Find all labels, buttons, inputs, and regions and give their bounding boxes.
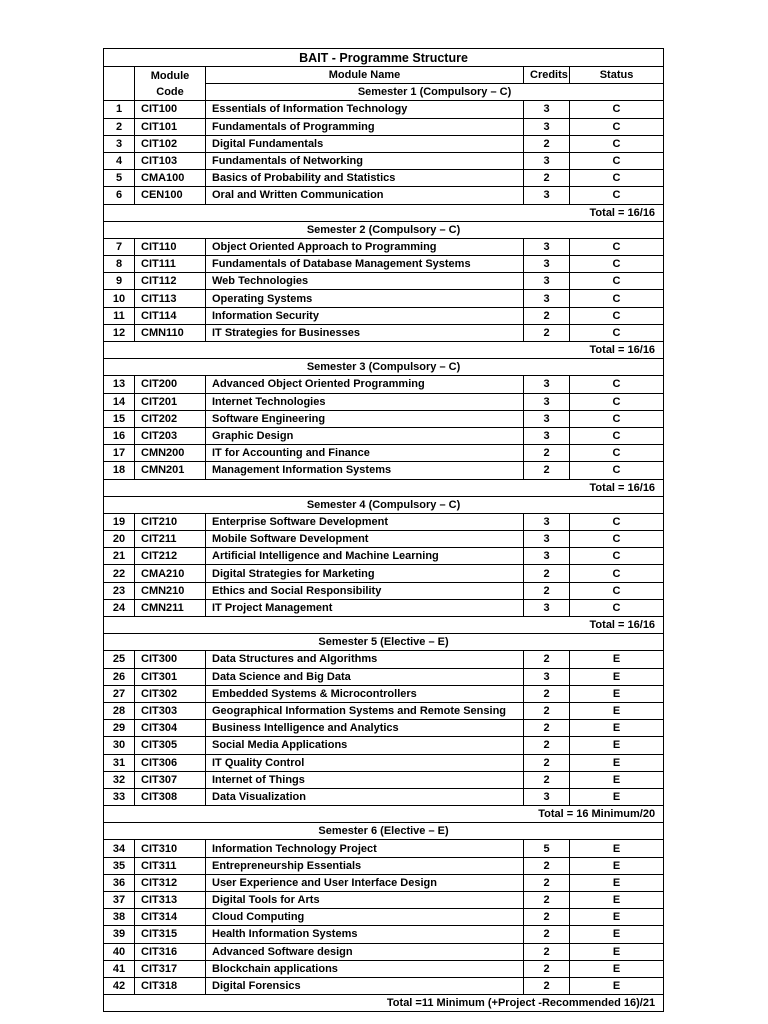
module-status: C (570, 170, 664, 187)
module-name: Essentials of Information Technology (206, 101, 524, 118)
module-credits: 3 (524, 427, 570, 444)
module-status: E (570, 857, 664, 874)
header-module-name: Module Name (206, 67, 524, 84)
row-number: 1 (104, 101, 135, 118)
module-credits: 2 (524, 892, 570, 909)
row-number: 34 (104, 840, 135, 857)
semester-label: Semester 1 (Compulsory – C) (206, 84, 664, 101)
semester-total: Total = 16/16 (104, 342, 664, 359)
module-credits: 3 (524, 187, 570, 204)
semester-total: Total =11 Minimum (+Project -Recommended 16)/21 (104, 995, 664, 1012)
semester-total-row (104, 995, 664, 1012)
module-name: Information Technology Project (206, 840, 524, 857)
module-status: C (570, 187, 664, 204)
row-number: 21 (104, 548, 135, 565)
header-module-code: Module Code (135, 67, 206, 101)
table-row (104, 531, 664, 548)
semester-label-row (104, 634, 664, 651)
table-row (104, 874, 664, 891)
table-row (104, 118, 664, 135)
row-number: 17 (104, 445, 135, 462)
semester-total-row (104, 617, 664, 634)
module-name: Information Security (206, 307, 524, 324)
module-code: CIT316 (135, 943, 206, 960)
module-credits: 3 (524, 152, 570, 169)
module-name: IT for Accounting and Finance (206, 445, 524, 462)
module-credits: 3 (524, 548, 570, 565)
table-row (104, 565, 664, 582)
module-name: Fundamentals of Networking (206, 152, 524, 169)
row-number: 30 (104, 737, 135, 754)
module-credits: 2 (524, 582, 570, 599)
table-row (104, 238, 664, 255)
row-number: 8 (104, 256, 135, 273)
row-number: 36 (104, 874, 135, 891)
module-credits: 2 (524, 462, 570, 479)
table-row (104, 909, 664, 926)
module-credits: 2 (524, 771, 570, 788)
module-name: Internet Technologies (206, 393, 524, 410)
module-name: Social Media Applications (206, 737, 524, 754)
row-number: 40 (104, 943, 135, 960)
module-name: Basics of Probability and Statistics (206, 170, 524, 187)
module-code: CMA100 (135, 170, 206, 187)
module-status: E (570, 720, 664, 737)
table-row (104, 290, 664, 307)
module-credits: 3 (524, 393, 570, 410)
module-code: CMN210 (135, 582, 206, 599)
module-name: Digital Fundamentals (206, 135, 524, 152)
table-row (104, 960, 664, 977)
row-number: 14 (104, 393, 135, 410)
semester-total: Total = 16/16 (104, 204, 664, 221)
module-credits: 3 (524, 788, 570, 805)
module-code: CMN200 (135, 445, 206, 462)
module-credits: 2 (524, 307, 570, 324)
module-status: C (570, 376, 664, 393)
table-row (104, 582, 664, 599)
module-name: Object Oriented Approach to Programming (206, 238, 524, 255)
row-number: 10 (104, 290, 135, 307)
row-number: 23 (104, 582, 135, 599)
module-status: E (570, 943, 664, 960)
row-number: 4 (104, 152, 135, 169)
module-status: E (570, 771, 664, 788)
programme-structure-table (103, 48, 664, 1012)
table-row (104, 754, 664, 771)
module-name: Management Information Systems (206, 462, 524, 479)
semester-label: Semester 4 (Compulsory – C) (104, 496, 664, 513)
module-name: Advanced Software design (206, 943, 524, 960)
row-number: 38 (104, 909, 135, 926)
module-status: C (570, 238, 664, 255)
module-name: Artificial Intelligence and Machine Learning (206, 548, 524, 565)
table-row (104, 788, 664, 805)
module-status: E (570, 892, 664, 909)
semester-label-row (104, 496, 664, 513)
module-name: Graphic Design (206, 427, 524, 444)
table-row (104, 187, 664, 204)
module-code: CIT306 (135, 754, 206, 771)
module-status: C (570, 273, 664, 290)
table-row (104, 101, 664, 118)
module-status: C (570, 307, 664, 324)
row-number: 26 (104, 668, 135, 685)
table-row (104, 393, 664, 410)
semester-label-row (104, 823, 664, 840)
table-row (104, 548, 664, 565)
row-number: 39 (104, 926, 135, 943)
semester-label: Semester 6 (Elective – E) (104, 823, 664, 840)
module-status: E (570, 651, 664, 668)
table-row (104, 857, 664, 874)
module-code: CIT310 (135, 840, 206, 857)
row-number: 3 (104, 135, 135, 152)
semester-total-row (104, 479, 664, 496)
row-number: 31 (104, 754, 135, 771)
table-row (104, 599, 664, 616)
row-number: 18 (104, 462, 135, 479)
header-row (104, 67, 664, 84)
table-row (104, 977, 664, 994)
module-code: CIT200 (135, 376, 206, 393)
module-name: Fundamentals of Database Management Systems (206, 256, 524, 273)
module-credits: 2 (524, 737, 570, 754)
module-code: CIT111 (135, 256, 206, 273)
header-credits: Credits (524, 67, 570, 84)
module-name: Operating Systems (206, 290, 524, 307)
row-number: 19 (104, 513, 135, 530)
module-status: E (570, 788, 664, 805)
table-row (104, 273, 664, 290)
module-name: Data Science and Big Data (206, 668, 524, 685)
module-code: CMN211 (135, 599, 206, 616)
title-row (104, 49, 664, 67)
table-row (104, 685, 664, 702)
module-code: CIT112 (135, 273, 206, 290)
module-code: CIT303 (135, 702, 206, 719)
module-code: CMN201 (135, 462, 206, 479)
module-code: CIT100 (135, 101, 206, 118)
module-status: E (570, 977, 664, 994)
module-credits: 3 (524, 668, 570, 685)
module-status: C (570, 410, 664, 427)
row-number: 5 (104, 170, 135, 187)
table-row (104, 152, 664, 169)
row-number: 9 (104, 273, 135, 290)
semester-total: Total = 16 Minimum/20 (104, 806, 664, 823)
row-number: 32 (104, 771, 135, 788)
module-code: CIT301 (135, 668, 206, 685)
module-code: CIT212 (135, 548, 206, 565)
module-status: C (570, 582, 664, 599)
semester-label: Semester 3 (Compulsory – C) (104, 359, 664, 376)
module-credits: 2 (524, 754, 570, 771)
module-credits: 2 (524, 909, 570, 926)
module-code: CMA210 (135, 565, 206, 582)
module-name: Health Information Systems (206, 926, 524, 943)
module-credits: 2 (524, 702, 570, 719)
module-credits: 2 (524, 874, 570, 891)
row-number: 6 (104, 187, 135, 204)
module-status: C (570, 290, 664, 307)
table-row (104, 445, 664, 462)
module-name: Software Engineering (206, 410, 524, 427)
semester-total-row (104, 204, 664, 221)
row-number: 7 (104, 238, 135, 255)
module-code: CIT312 (135, 874, 206, 891)
module-status: E (570, 737, 664, 754)
module-name: Internet of Things (206, 771, 524, 788)
module-code: CIT211 (135, 531, 206, 548)
module-name: Business Intelligence and Analytics (206, 720, 524, 737)
module-code: CIT311 (135, 857, 206, 874)
row-number: 42 (104, 977, 135, 994)
row-number: 12 (104, 324, 135, 341)
module-credits: 2 (524, 685, 570, 702)
module-credits: 5 (524, 840, 570, 857)
module-credits: 2 (524, 857, 570, 874)
module-status: C (570, 513, 664, 530)
module-name: Cloud Computing (206, 909, 524, 926)
module-name: Fundamentals of Programming (206, 118, 524, 135)
row-number: 20 (104, 531, 135, 548)
table-row (104, 943, 664, 960)
module-code: CEN100 (135, 187, 206, 204)
module-code: CIT314 (135, 909, 206, 926)
module-code: CIT313 (135, 892, 206, 909)
row-number: 29 (104, 720, 135, 737)
row-number: 22 (104, 565, 135, 582)
module-code: CIT202 (135, 410, 206, 427)
module-code: CIT307 (135, 771, 206, 788)
module-credits: 3 (524, 531, 570, 548)
module-code: CIT300 (135, 651, 206, 668)
module-status: C (570, 548, 664, 565)
module-credits: 2 (524, 720, 570, 737)
module-status: E (570, 685, 664, 702)
row-number: 24 (104, 599, 135, 616)
header-status: Status (570, 67, 664, 84)
module-code: CIT114 (135, 307, 206, 324)
module-status: C (570, 599, 664, 616)
row-number: 2 (104, 118, 135, 135)
row-number: 25 (104, 651, 135, 668)
module-credits: 2 (524, 926, 570, 943)
module-status: E (570, 874, 664, 891)
row-number: 28 (104, 702, 135, 719)
module-credits: 3 (524, 238, 570, 255)
page-title: BAIT - Programme Structure (104, 49, 664, 67)
row-number: 11 (104, 307, 135, 324)
table-row (104, 376, 664, 393)
module-credits: 2 (524, 565, 570, 582)
row-number: 15 (104, 410, 135, 427)
module-code: CIT210 (135, 513, 206, 530)
module-credits: 3 (524, 410, 570, 427)
module-credits: 3 (524, 256, 570, 273)
module-status: C (570, 462, 664, 479)
module-credits: 3 (524, 101, 570, 118)
module-name: Oral and Written Communication (206, 187, 524, 204)
table-row (104, 410, 664, 427)
module-name: Mobile Software Development (206, 531, 524, 548)
module-name: IT Quality Control (206, 754, 524, 771)
module-status: E (570, 960, 664, 977)
table-row (104, 892, 664, 909)
row-number: 35 (104, 857, 135, 874)
row-number: 13 (104, 376, 135, 393)
semester-total-row (104, 342, 664, 359)
module-status: C (570, 565, 664, 582)
table-row (104, 135, 664, 152)
table-row (104, 771, 664, 788)
module-code: CIT102 (135, 135, 206, 152)
table-row (104, 720, 664, 737)
module-credits: 2 (524, 651, 570, 668)
row-number: 16 (104, 427, 135, 444)
semester-label: Semester 2 (Compulsory – C) (104, 221, 664, 238)
module-credits: 3 (524, 290, 570, 307)
module-code: CIT304 (135, 720, 206, 737)
module-name: IT Strategies for Businesses (206, 324, 524, 341)
module-status: E (570, 668, 664, 685)
semester-total: Total = 16/16 (104, 617, 664, 634)
module-name: Blockchain applications (206, 960, 524, 977)
module-name: Embedded Systems & Microcontrollers (206, 685, 524, 702)
module-name: Data Structures and Algorithms (206, 651, 524, 668)
semester-label-row (104, 221, 664, 238)
module-status: C (570, 118, 664, 135)
module-status: C (570, 101, 664, 118)
module-credits: 3 (524, 273, 570, 290)
module-code: CIT305 (135, 737, 206, 754)
table-row (104, 324, 664, 341)
header-number (104, 67, 135, 101)
table-row (104, 737, 664, 754)
table-row (104, 307, 664, 324)
module-code: CIT308 (135, 788, 206, 805)
row-number: 33 (104, 788, 135, 805)
module-credits: 2 (524, 445, 570, 462)
module-name: Digital Tools for Arts (206, 892, 524, 909)
module-code: CIT302 (135, 685, 206, 702)
module-name: User Experience and User Interface Design (206, 874, 524, 891)
module-code: CIT101 (135, 118, 206, 135)
module-status: C (570, 256, 664, 273)
table-row (104, 462, 664, 479)
table-row (104, 668, 664, 685)
module-status: C (570, 427, 664, 444)
module-credits: 2 (524, 960, 570, 977)
module-name: Data Visualization (206, 788, 524, 805)
module-code: CIT203 (135, 427, 206, 444)
table-row (104, 651, 664, 668)
module-status: E (570, 909, 664, 926)
table-row (104, 840, 664, 857)
module-status: E (570, 926, 664, 943)
module-code: CIT103 (135, 152, 206, 169)
row-number: 37 (104, 892, 135, 909)
module-status: E (570, 702, 664, 719)
row-number: 41 (104, 960, 135, 977)
semester-label-row (104, 359, 664, 376)
module-name: Digital Forensics (206, 977, 524, 994)
module-name: Entrepreneurship Essentials (206, 857, 524, 874)
module-credits: 2 (524, 324, 570, 341)
semester-label: Semester 5 (Elective – E) (104, 634, 664, 651)
module-name: Web Technologies (206, 273, 524, 290)
module-status: C (570, 393, 664, 410)
table-row (104, 256, 664, 273)
row-number: 27 (104, 685, 135, 702)
module-name: Digital Strategies for Marketing (206, 565, 524, 582)
semester-total: Total = 16/16 (104, 479, 664, 496)
module-status: C (570, 152, 664, 169)
module-status: C (570, 135, 664, 152)
module-code: CMN110 (135, 324, 206, 341)
module-credits: 2 (524, 943, 570, 960)
table-row (104, 170, 664, 187)
table-row (104, 702, 664, 719)
module-code: CIT318 (135, 977, 206, 994)
table-row (104, 513, 664, 530)
module-name: IT Project Management (206, 599, 524, 616)
module-name: Ethics and Social Responsibility (206, 582, 524, 599)
programme-structure-document (103, 48, 663, 1012)
table-row (104, 427, 664, 444)
module-credits: 3 (524, 376, 570, 393)
module-name: Geographical Information Systems and Remote Sensing (206, 702, 524, 719)
semester-total-row (104, 806, 664, 823)
module-credits: 3 (524, 118, 570, 135)
module-credits: 2 (524, 977, 570, 994)
module-code: CIT317 (135, 960, 206, 977)
module-code: CIT110 (135, 238, 206, 255)
module-status: E (570, 754, 664, 771)
module-status: E (570, 840, 664, 857)
module-code: CIT315 (135, 926, 206, 943)
module-status: C (570, 531, 664, 548)
module-code: CIT201 (135, 393, 206, 410)
module-credits: 2 (524, 170, 570, 187)
module-name: Enterprise Software Development (206, 513, 524, 530)
module-code: CIT113 (135, 290, 206, 307)
module-credits: 3 (524, 599, 570, 616)
module-status: C (570, 445, 664, 462)
table-row (104, 926, 664, 943)
module-name: Advanced Object Oriented Programming (206, 376, 524, 393)
module-credits: 2 (524, 135, 570, 152)
module-status: C (570, 324, 664, 341)
module-credits: 3 (524, 513, 570, 530)
